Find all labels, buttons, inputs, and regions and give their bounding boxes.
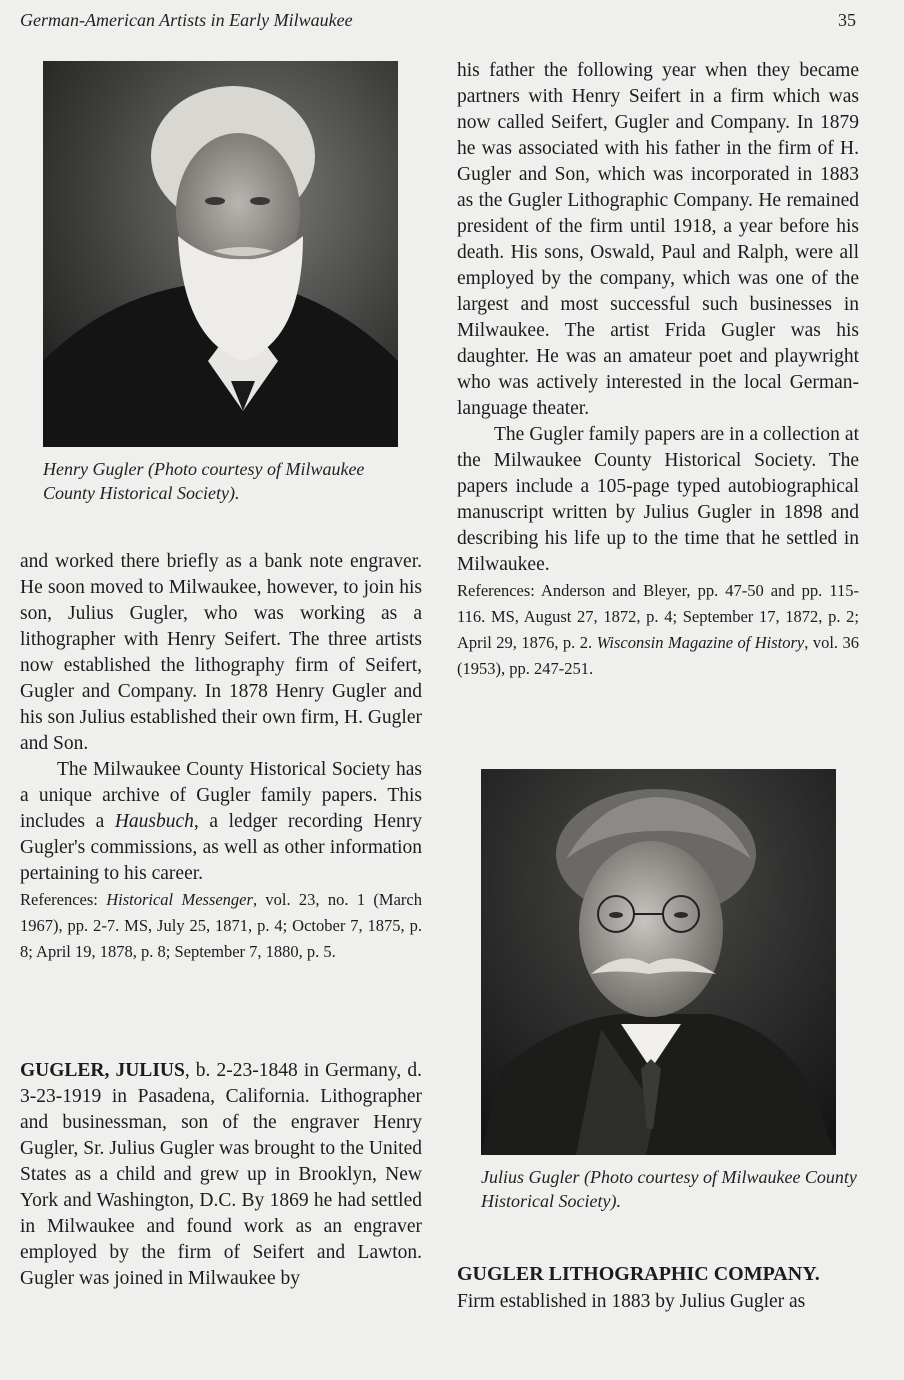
page-number: 35 — [838, 10, 856, 30]
refs-label: References: — [20, 890, 107, 909]
right-column — [457, 58, 859, 682]
henry-gugler-photo — [43, 61, 398, 447]
section-heading-gugler-lithographic: GUGLER LITHOGRAPHIC COMPANY. — [457, 1263, 820, 1285]
julius-entry-text — [20, 1058, 422, 1292]
section-text-gugler-lithographic: Firm established in 1883 by Julius Gugler as — [457, 1291, 806, 1312]
right-paragraph-2: The Gugler family papers are in a collection at the Milwaukee County Historical Society. The papers include a 105-page typed autobiographical manuscript written by Julius Gugler in 1898 and describing his life up to the time that he settled in Milwaukee. — [457, 424, 859, 575]
right-refs-publication: Wisconsin Magazine of History — [596, 633, 805, 652]
hausbuch-term: Hausbuch — [114, 811, 194, 832]
henry-portrait-illustration — [43, 61, 398, 447]
left-p2-text-cont: , a ledger recording Henry Gugler's commissions, as well as other information pertaining to his career. — [20, 811, 423, 884]
right-refs-details: , vol. 36 (1953), pp. 247-251. — [457, 633, 859, 678]
right-paragraph-1: his father the following year when they became partners with Henry Seifert in a firm which was now called Seifert, Gugler and Company. In 1879 he was associated with his father in the firm of H. Gugler and Son, which was incorporated in 1883 as the Gugler Lithographic Company. He remained president of the firm until 1918, a year before his death. His sons, Oswald, Paul and Ralph, were all employed by the company, which was one of the largest and most successful such businesses in Milwaukee. The artist Frida Gugler was his daughter. He was an amateur poet and playwright who was actively interested in the local German-language theater. — [457, 60, 859, 419]
refs-publication: Historical Messenger — [106, 890, 253, 909]
right-references — [457, 578, 859, 682]
left-column — [20, 549, 422, 965]
julius-entry-body: , b. 2-23-1848 in Germany, d. 3-23-1919 in Pasadena, California. Lithographer and businessman, son of the engraver Henry Gugler, Sr. Julius Gugler was brought to the United States as a child and grew up in Brooklyn, New York and Washington, D.C. By 1869 he had settled in Milwaukee and found work as an engraver employed by the firm of Seifert and Lawton. Gugler was joined in Milwaukee by — [20, 1060, 422, 1289]
left-references — [20, 887, 422, 965]
henry-photo-caption: Henry Gugler (Photo courtesy of Milwaukee County Historical Society). — [43, 459, 365, 503]
left-paragraph-1: and worked there briefly as a bank note engraver. He soon moved to Milwaukee, however, to join his son, Julius Gugler, who was working as a lithographer with Henry Seifert. The three artists now established the lithography firm of Seifert, Gugler and Company. In 1878 Henry Gugler and his son Julius established their own firm, H. Gugler and Son. — [20, 551, 422, 754]
left-paragraph-2 — [20, 757, 422, 887]
julius-entry — [20, 1058, 422, 1292]
julius-entry-name: GUGLER, JULIUS — [20, 1060, 185, 1081]
julius-gugler-photo — [481, 769, 836, 1155]
left-p2-text: The Milwaukee County Historical Society has a unique archive of Gugler family papers. This includes a — [20, 759, 422, 832]
running-title: German-American Artists in Early Milwaukee — [20, 10, 353, 30]
julius-portrait-illustration — [481, 769, 836, 1155]
refs-details: , vol. 23, no. 1 (March 1967), pp. 2-7. MS, July 25, 1871, p. 4; October 7, 1875, p. 8; April 19, 1878, p. 8; September 7, 1880, p. 5. — [20, 890, 422, 961]
julius-photo-caption: Julius Gugler (Photo courtesy of Milwaukee County Historical Society). — [481, 1167, 857, 1211]
right-refs-text: References: Anderson and Bleyer, pp. 47-50 and pp. 115-116. MS, August 27, 1872, p. 4; September 17, 1872, p. 2; April 29, 1876, p. 2. — [457, 581, 859, 652]
